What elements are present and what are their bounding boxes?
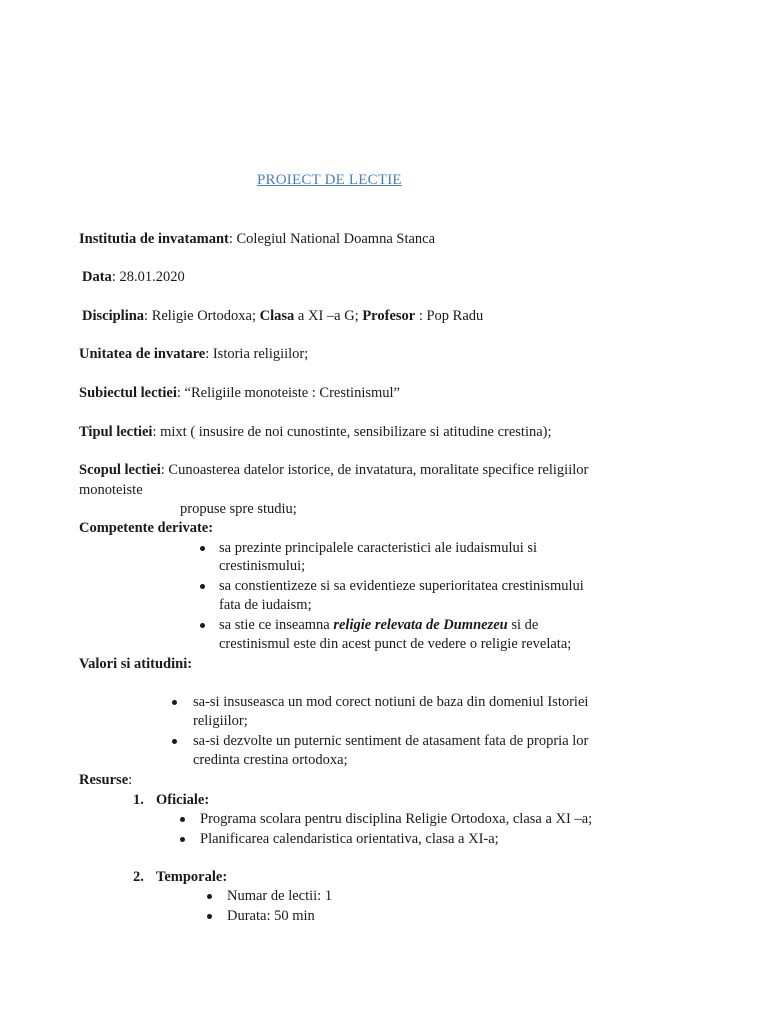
official-item-1: Programa scolara pentru disciplina Religie Ortodoxa, clasa a XI –a; <box>200 811 593 827</box>
purpose-line <box>79 461 588 480</box>
values-heading: Valori si atitudini: <box>79 656 193 672</box>
teacher-label: Profesor <box>362 308 416 324</box>
class-value: a XI –a G; <box>294 308 359 324</box>
competence-item-3 <box>219 616 538 635</box>
values-item-2-cont: credinta crestina ortodoxa; <box>193 752 348 768</box>
teacher-value: : Pop Radu <box>415 308 484 324</box>
competence-item-3-post: si de <box>507 617 539 633</box>
competence-item-2: sa constientizeze si sa evidentieze superioritatea crestinismului <box>219 578 584 594</box>
subject-value: : “Religiile monoteiste : Crestinismul” <box>176 385 400 401</box>
purpose-value: : Cunoasterea datelor istorice, de invatatura, moralitate specifice religiilor <box>160 462 589 478</box>
date-line <box>82 268 185 287</box>
discipline-value: : Religie Ortodoxa; <box>144 308 256 324</box>
resources-heading <box>79 771 132 790</box>
document-title: PROIECT DE LECTIE <box>257 172 402 188</box>
date-value: : 28.01.2020 <box>111 269 185 285</box>
unit-label: Unitatea de invatare <box>79 346 206 362</box>
list-number: 1. <box>133 792 144 808</box>
bullet-icon <box>172 700 177 705</box>
subject-line <box>79 384 400 403</box>
temporal-heading: Temporale: <box>156 869 228 885</box>
purpose-label: Scopul lectiei <box>79 462 161 478</box>
discipline-line <box>82 307 483 326</box>
temporal-item-2: Durata: 50 min <box>227 908 315 924</box>
bullet-icon <box>180 817 185 822</box>
official-item-2: Planificarea calendaristica orientativa, clasa a XI-a; <box>200 831 499 847</box>
institution-label: Institutia de invatamant <box>79 231 229 247</box>
competence-item-1-cont: crestinismului; <box>219 558 306 574</box>
class-label: Clasa <box>259 308 295 324</box>
unit-value: : Istoria religiilor; <box>205 346 309 362</box>
subject-label: Subiectul lectiei <box>79 385 177 401</box>
list-number: 2. <box>133 869 144 885</box>
temporal-item-1: Numar de lectii: 1 <box>227 888 333 904</box>
bullet-icon <box>200 584 205 589</box>
bullet-icon <box>200 546 205 551</box>
institution-line <box>79 230 435 249</box>
resources-colon: : <box>128 772 133 788</box>
purpose-line-3: propuse spre studiu; <box>180 501 297 517</box>
unit-line <box>79 345 308 364</box>
lesson-type-label: Tipul lectiei <box>79 424 153 440</box>
competence-item-3-emph: religie relevata de Dumnezeu <box>333 617 508 633</box>
bullet-icon <box>200 623 205 628</box>
bullet-icon <box>172 739 177 744</box>
competence-item-3-cont: crestinismul este din acest punct de vedere o religie revelata; <box>219 636 572 652</box>
values-item-1: sa-si insuseasca un mod corect notiuni de baza din domeniul Istoriei <box>193 694 589 710</box>
competence-item-3-pre: sa stie ce inseamna <box>219 617 334 633</box>
official-heading: Oficiale: <box>156 792 210 808</box>
institution-value: : Colegiul National Doamna Stanca <box>228 231 436 247</box>
lesson-type-line <box>79 423 552 442</box>
competence-item-1: sa prezinte principalele caracteristici ale iudaismului si <box>219 540 538 556</box>
competences-heading: Competente derivate: <box>79 520 214 536</box>
bullet-icon <box>207 894 212 899</box>
bullet-icon <box>207 914 212 919</box>
values-item-1-cont: religiilor; <box>193 713 248 729</box>
lesson-type-value: : mixt ( insusire de noi cunostinte, sensibilizare si atitudine crestina); <box>152 424 552 440</box>
discipline-label: Disciplina <box>82 308 145 324</box>
values-item-2: sa-si dezvolte un puternic sentiment de atasament fata de propria lor <box>193 733 589 749</box>
date-label: Data <box>82 269 112 285</box>
competence-item-2-cont: fata de iudaism; <box>219 597 312 613</box>
purpose-line-2: monoteiste <box>79 482 143 498</box>
bullet-icon <box>180 837 185 842</box>
resources-label: Resurse <box>79 772 129 788</box>
